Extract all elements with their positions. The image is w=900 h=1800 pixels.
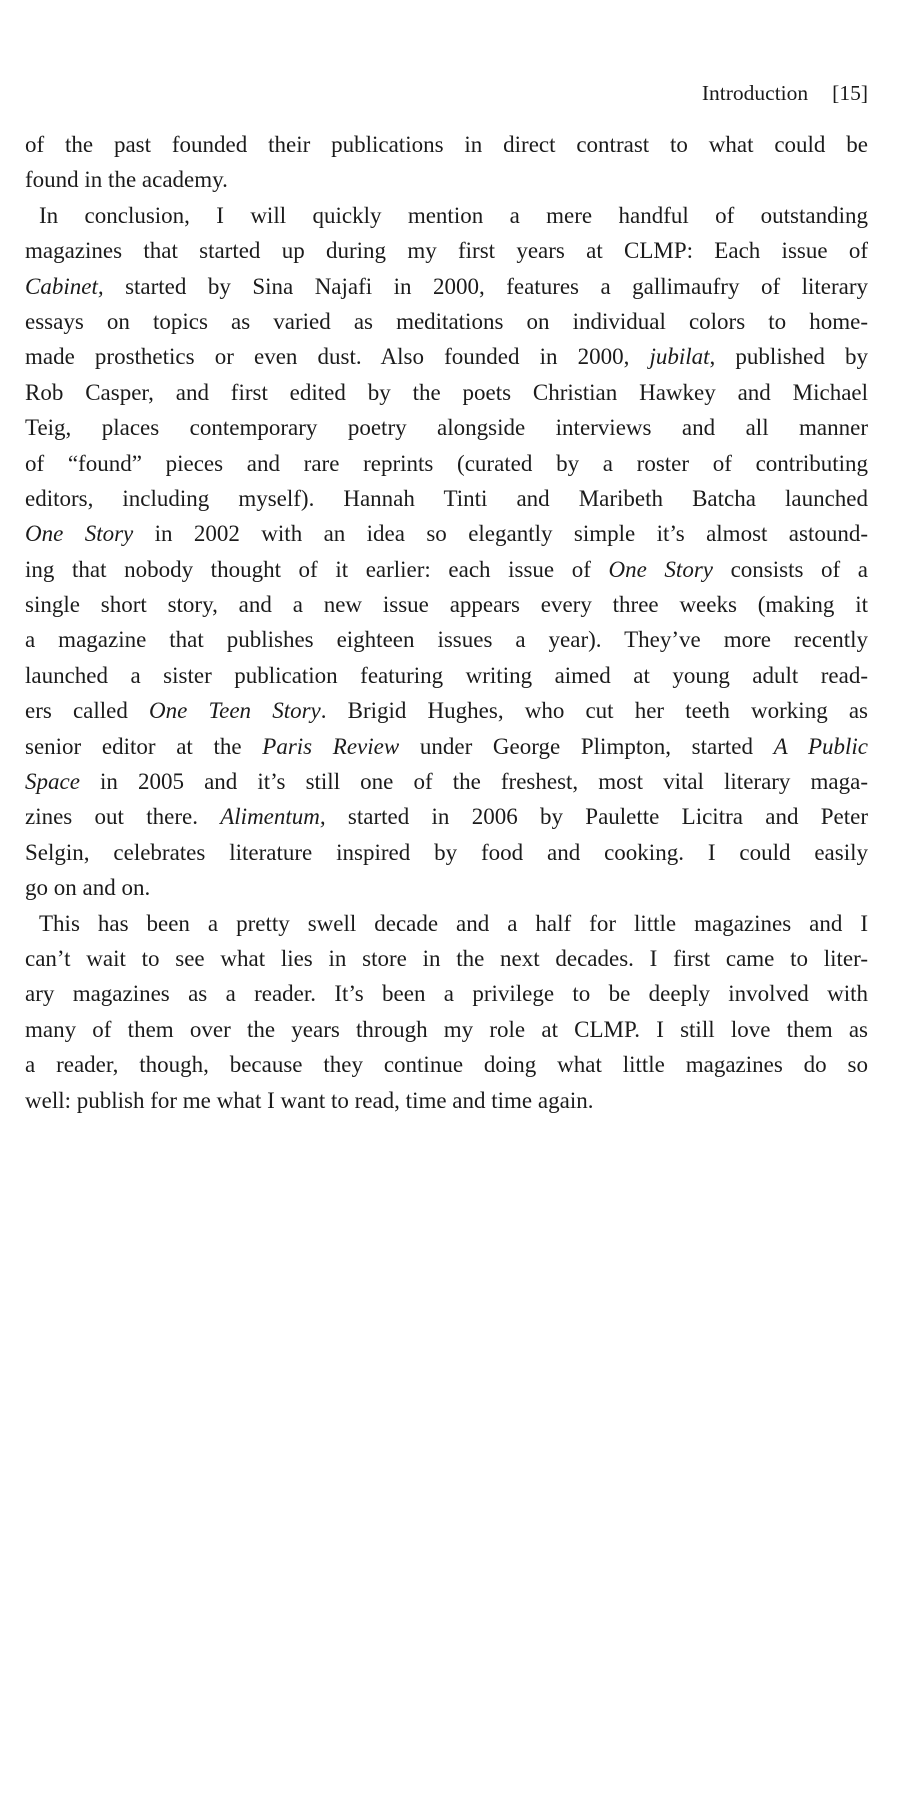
text-line <box>25 375 868 410</box>
text-segment: launched a sister publication featuring writing aimed at young adult read- <box>25 662 868 688</box>
text-segment: Teig, places contemporary poetry alongside interviews and all manner <box>25 415 868 441</box>
text-segment: can’t wait to see what lies in store in the next decades. I first came to liter- <box>25 945 868 971</box>
magazine-title-italic: Alimentum, <box>220 804 326 830</box>
text-segment: well: publish for me what I want to read, time and time again. <box>25 1087 594 1113</box>
text-line <box>25 304 868 339</box>
text-line <box>25 835 868 870</box>
text-line <box>25 693 868 728</box>
text-line <box>25 941 868 976</box>
text-segment: In conclusion, I will quickly mention a mere handful of outstanding <box>39 202 868 228</box>
text-line <box>25 410 868 445</box>
text-segment: of “found” pieces and rare reprints (curated by a roster of contributing <box>25 450 868 476</box>
text-line <box>25 1083 868 1118</box>
text-line <box>25 906 868 941</box>
text-line <box>25 552 868 587</box>
magazine-title-italic: Paris Review <box>262 733 400 759</box>
text-line <box>25 1047 868 1082</box>
magazine-title-italic: One Story <box>608 556 713 582</box>
page-header <box>25 80 868 106</box>
text-line <box>25 339 868 374</box>
page-number: [15] <box>832 81 868 105</box>
text-segment: of the past founded their publications in direct contrast to what could be <box>25 132 868 157</box>
text-segment: ers called <box>25 698 149 724</box>
text-line <box>25 446 868 481</box>
text-line <box>25 622 868 657</box>
text-line <box>25 233 868 268</box>
text-segment: go on and on. <box>25 875 151 901</box>
text-segment: senior editor at the <box>25 733 263 759</box>
text-line <box>25 658 868 693</box>
text-segment: in 2002 with an idea so elegantly simple it’s almost astound- <box>133 521 868 547</box>
text-segment: found in the academy. <box>25 167 228 193</box>
text-line <box>25 729 868 764</box>
text-segment: ing that nobody thought of it earlier: each issue of <box>25 556 609 582</box>
text-segment: in 2005 and it’s still one of the freshest, most vital literary maga- <box>79 769 868 795</box>
text-segment: a magazine that publishes eighteen issues a year). They’ve more recently <box>25 627 868 653</box>
text-line <box>25 269 868 304</box>
text-segment: ary magazines as a reader. It’s been a privilege to be deeply involved with <box>25 981 868 1007</box>
text-segment: zines out there. <box>25 804 221 830</box>
magazine-title-italic: A Public <box>773 733 868 759</box>
text-line <box>25 1012 868 1047</box>
text-line <box>25 516 868 551</box>
text-segment: . Brigid Hughes, who cut her teeth working as <box>320 698 868 724</box>
text-segment: a reader, though, because they continue doing what little magazines do so <box>25 1052 868 1078</box>
magazine-title-italic: jubilat <box>649 344 710 370</box>
text-line <box>25 481 868 516</box>
text-segment: consists of a <box>712 556 868 582</box>
body-text <box>25 127 868 1118</box>
text-segment: made prosthetics or even dust. Also founded in 2000, <box>25 344 650 370</box>
text-segment: Selgin, celebrates literature inspired by food and cooking. I could easily <box>25 839 868 865</box>
magazine-title-italic: Cabinet, <box>25 273 104 299</box>
text-line <box>25 127 868 162</box>
text-segment: , published by <box>709 344 868 370</box>
text-segment: under George Plimpton, started <box>399 733 774 759</box>
text-line <box>25 162 868 197</box>
section-title: Introduction <box>701 81 809 105</box>
text-line <box>25 870 868 905</box>
magazine-title-italic: Space <box>25 769 80 795</box>
text-segment: magazines that started up during my first years at CLMP: Each issue of <box>25 238 868 264</box>
text-segment: started in 2006 by Paulette Licitra and Peter <box>325 804 868 830</box>
text-line <box>25 799 868 834</box>
text-segment: essays on topics as varied as meditations on individual colors to home- <box>25 308 868 334</box>
text-line <box>25 976 868 1011</box>
text-segment: This has been a pretty swell decade and a half for little magazines and I <box>39 910 868 936</box>
text-segment: started by Sina Najafi in 2000, features a gallimaufry of literary <box>103 273 868 299</box>
text-segment: many of them over the years through my role at CLMP. I still love them as <box>25 1016 868 1042</box>
magazine-title-italic: One Story <box>25 521 134 547</box>
text-segment: editors, including myself). Hannah Tinti and Maribeth Batcha launched <box>25 485 868 511</box>
text-segment: Rob Casper, and first edited by the poets Christian Hawkey and Michael <box>25 379 868 405</box>
magazine-title-italic: One Teen Story <box>149 698 321 724</box>
text-line <box>25 764 868 799</box>
text-line <box>25 198 868 233</box>
text-line <box>25 587 868 622</box>
text-segment: single short story, and a new issue appears every three weeks (making it <box>25 592 868 618</box>
